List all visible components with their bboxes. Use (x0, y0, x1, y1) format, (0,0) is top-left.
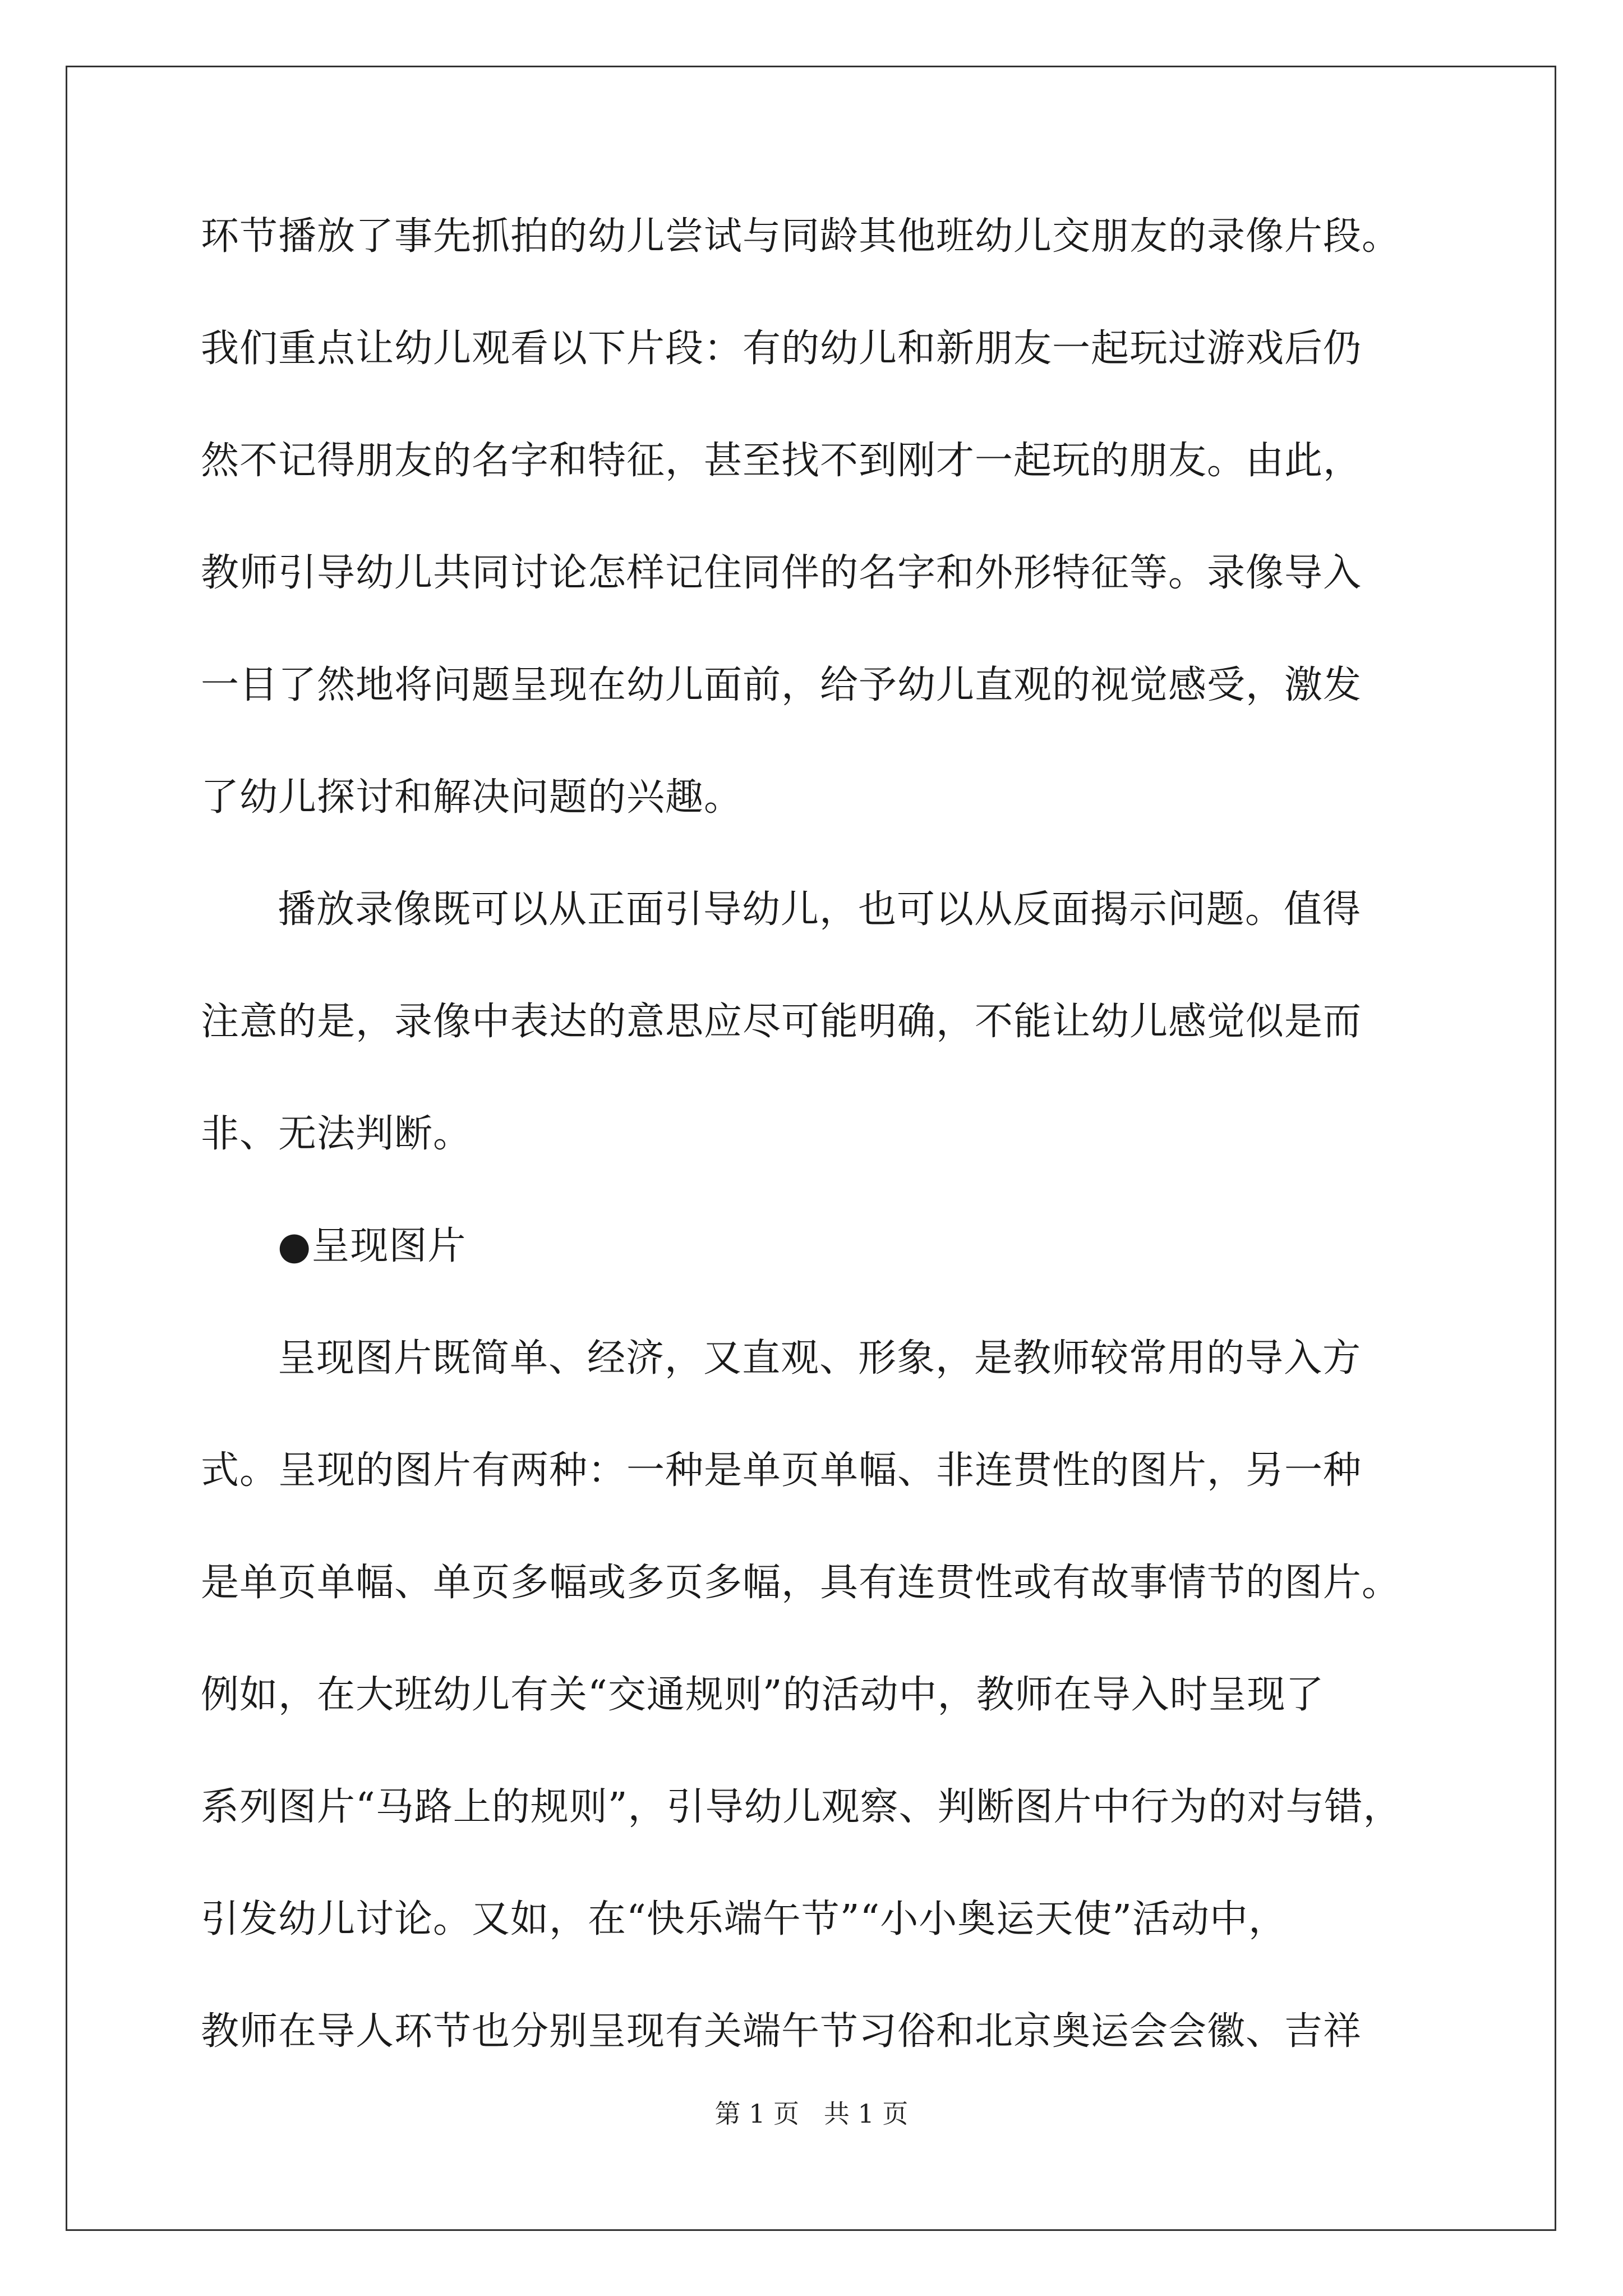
paragraph-line: 环节播放了事先抓拍的幼儿尝试与同龄其他班幼儿交朋友的录像片段。 (201, 214, 1401, 259)
paragraph-line: 引发幼儿讨论。又如，在“快乐端午节”“小小奥运天使”活动中， (201, 1897, 1288, 1941)
paragraph-line: 非、无法判断。 (201, 1112, 472, 1156)
paragraph-line: 呈现图片既简单、经济，又直观、形象，是教师较常用的导入方 (278, 1336, 1362, 1381)
paragraph-line: 了幼儿探讨和解决问题的兴趣。 (201, 775, 743, 820)
paragraph-line: 然不记得朋友的名字和特征，甚至找不到刚才一起玩的朋友。由此， (201, 439, 1362, 483)
paragraph-line: 一目了然地将问题呈现在幼儿面前，给予幼儿直观的视觉感受，激发 (201, 663, 1362, 707)
paragraph-line: 教师引导幼儿共同讨论怎样记住同伴的名字和外形特征等。录像导入 (201, 551, 1362, 595)
paragraph-line: 系列图片“马路上的规则”，引导幼儿观察、判断图片中行为的对与错， (201, 1785, 1402, 1829)
paragraph-line: 教师在导人环节也分别呈现有关端午节习俗和北京奥运会会徽、吉祥 (201, 2009, 1362, 2054)
paragraph-line: 是单页单幅、单页多幅或多页多幅，具有连贯性或有故事情节的图片。 (201, 1561, 1401, 1605)
section-heading: ●呈现图片 (278, 1224, 467, 1268)
paragraph-line: 我们重点让幼儿观看以下片段：有的幼儿和新朋友一起玩过游戏后仍 (201, 326, 1362, 371)
paragraph-line: 播放录像既可以从正面引导幼儿，也可以从反面揭示问题。值得 (278, 887, 1362, 932)
page-number-footer: 第 1 页 共 1 页 (714, 2099, 909, 2129)
paragraph-line: 例如，在大班幼儿有关“交通规则”的活动中，教师在导入时呈现了 (201, 1673, 1325, 1717)
paragraph-line: 注意的是，录像中表达的意思应尽可能明确，不能让幼儿感觉似是而 (201, 1000, 1362, 1044)
paragraph-line: 式。呈现的图片有两种：一种是单页单幅、非连贯性的图片，另一种 (201, 1448, 1362, 1493)
